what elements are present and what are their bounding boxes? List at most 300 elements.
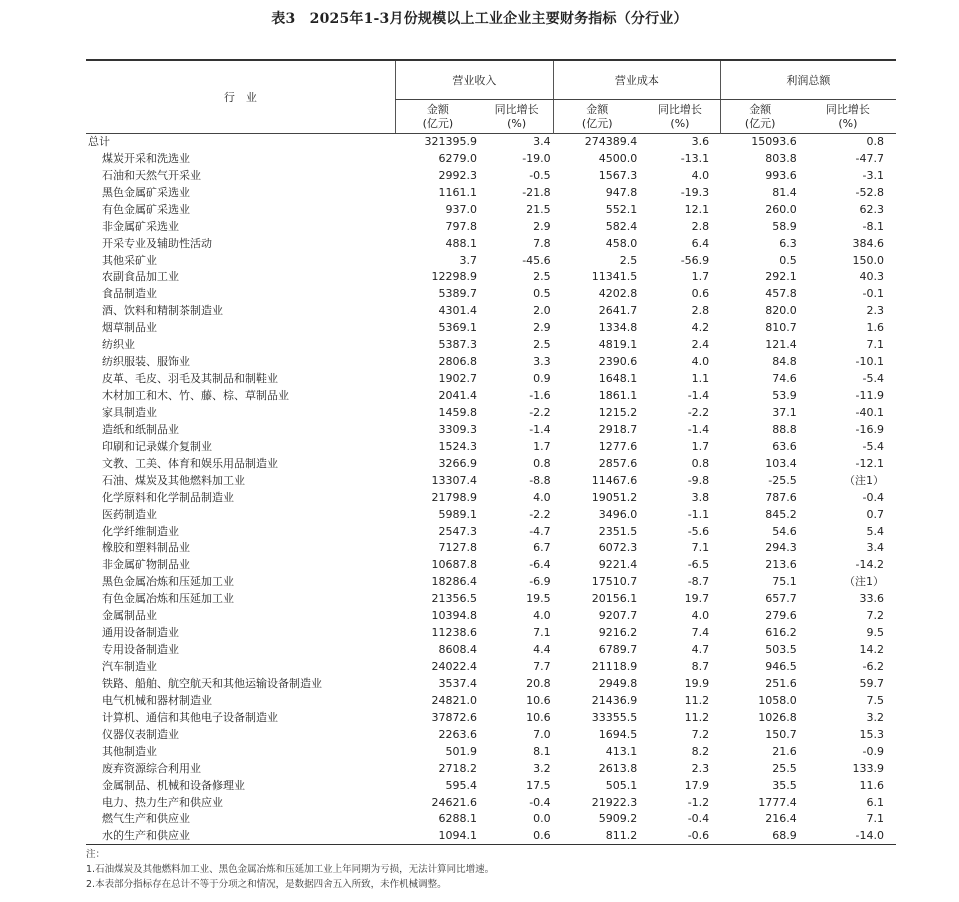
value-cell: 820.0 — [765, 304, 797, 318]
table-row — [86, 591, 896, 608]
value-cell: 33.6 — [859, 592, 884, 606]
value-cell: 7.5 — [866, 693, 884, 707]
growth-unit: (%) — [838, 116, 858, 130]
amount-unit: (亿元) — [744, 116, 776, 130]
value-cell: 12.1 — [684, 202, 710, 216]
value-cell: 0.6 — [691, 287, 710, 301]
value-cell: -4.7 — [529, 524, 551, 538]
industry-name-cell: 仪器仪表制造业 — [102, 727, 179, 741]
value-cell: -3.1 — [862, 168, 884, 182]
value-cell: 37.1 — [772, 405, 797, 419]
value-cell: 121.4 — [765, 338, 797, 352]
table-row — [86, 455, 896, 472]
value-cell: 213.6 — [765, 558, 797, 572]
value-cell: 2.5 — [533, 270, 551, 284]
industry-name-cell: 计算机、通信和其他电子设备制造业 — [102, 710, 278, 724]
table-row — [86, 405, 896, 422]
table-title: 表3 2025年1-3月份规模以上工业企业主要财务指标（分行业） — [271, 11, 688, 27]
value-cell: 150.7 — [765, 727, 797, 741]
value-cell: 19051.2 — [591, 490, 638, 504]
table-row — [86, 472, 896, 489]
notes — [86, 847, 494, 892]
value-cell: 3.2 — [533, 761, 551, 775]
note-2: 2.本表部分指标存在总计不等于分项之和情况，是数据四舍五入所致，未作机械调整。 — [86, 879, 447, 890]
value-cell: 4.0 — [691, 355, 710, 369]
value-cell: 2857.6 — [598, 456, 638, 470]
industry-name-cell: 文教、工美、体育和娱乐用品制造业 — [102, 456, 278, 470]
industry-name-cell: 废弃资源综合利用业 — [102, 761, 201, 775]
value-cell: 4.0 — [533, 609, 551, 623]
value-cell: 9.5 — [866, 626, 884, 640]
table-row — [86, 777, 896, 794]
value-cell: 3537.4 — [438, 676, 478, 690]
value-cell: 37872.6 — [431, 710, 478, 724]
industry-name-cell: 专用设备制造业 — [102, 643, 179, 657]
value-cell: 4.0 — [533, 490, 551, 504]
value-cell: 103.4 — [765, 456, 797, 470]
value-cell: 5387.3 — [438, 338, 478, 352]
value-cell: 150.0 — [852, 253, 884, 267]
value-cell: 18286.4 — [431, 575, 478, 589]
industry-name-cell: 开采专业及辅助性活动 — [102, 236, 212, 250]
value-cell: 274389.4 — [584, 135, 638, 149]
value-cell: 7.1 — [533, 626, 551, 640]
value-cell: -8.7 — [687, 575, 710, 589]
value-cell: 133.9 — [852, 761, 884, 775]
industry-name-cell: 煤炭开采和洗选业 — [102, 151, 190, 165]
industry-name-cell: 铁路、船舶、航空航天和其他运输设备制造业 — [102, 676, 322, 690]
value-cell: -6.4 — [529, 558, 551, 572]
value-cell: 2.9 — [533, 219, 551, 233]
value-cell: -2.2 — [687, 405, 710, 419]
table-row — [86, 150, 896, 167]
value-cell: 3309.3 — [438, 422, 478, 436]
value-cell: 24022.4 — [431, 660, 478, 674]
value-cell: 10394.8 — [431, 609, 478, 623]
value-cell: 21.5 — [526, 202, 551, 216]
value-cell: 2.8 — [691, 304, 710, 318]
value-cell: 2.4 — [691, 338, 710, 352]
value-cell: 3496.0 — [598, 507, 638, 521]
value-cell: 2918.7 — [598, 422, 638, 436]
industry-name-cell: 化学原料和化学制品制造业 — [102, 490, 234, 504]
value-cell: 4.0 — [691, 609, 710, 623]
value-cell: 488.1 — [445, 236, 478, 250]
industry-name-cell: 纺织服装、服饰业 — [102, 355, 190, 369]
value-cell: 657.7 — [765, 592, 797, 606]
value-cell: -1.6 — [529, 389, 551, 403]
revenue-growth-header — [480, 100, 554, 134]
table-row — [86, 201, 896, 218]
value-cell: 947.8 — [605, 185, 638, 199]
value-cell: 11467.6 — [591, 473, 638, 487]
value-cell: 4.2 — [691, 321, 710, 335]
value-cell: 6789.7 — [598, 643, 638, 657]
value-cell: 7.7 — [533, 660, 551, 674]
value-cell: -0.5 — [529, 168, 551, 182]
revenue-header: 营业收入 — [395, 60, 553, 100]
value-cell: 4.0 — [691, 168, 710, 182]
value-cell: -1.4 — [529, 422, 551, 436]
value-cell: 787.6 — [765, 490, 797, 504]
value-cell: 7.1 — [691, 541, 710, 555]
value-cell: 2718.2 — [438, 761, 478, 775]
value-cell: 993.6 — [765, 168, 797, 182]
table-row — [86, 523, 896, 540]
table-row — [86, 608, 896, 625]
amount-label: 金额 — [749, 102, 772, 116]
industry-header: 行 业 — [86, 60, 395, 134]
industry-name-cell: 黑色金属冶炼和压延加工业 — [102, 575, 234, 589]
value-cell: 0.5 — [779, 253, 797, 267]
value-cell: 4.4 — [533, 643, 551, 657]
value-cell: 292.1 — [765, 270, 797, 284]
table-row — [86, 676, 896, 693]
value-cell: 946.5 — [765, 660, 797, 674]
value-cell: 14.2 — [859, 643, 884, 657]
value-cell: 7.2 — [691, 727, 710, 741]
value-cell: 5389.7 — [438, 287, 478, 301]
table-row — [86, 557, 896, 574]
value-cell: 2547.3 — [438, 524, 478, 538]
value-cell: 7.0 — [533, 727, 551, 741]
value-cell: 1459.8 — [438, 405, 478, 419]
amount-label: 金额 — [426, 102, 449, 116]
value-cell: 58.9 — [772, 219, 797, 233]
profit-amount-header — [720, 100, 800, 134]
value-cell: -25.5 — [768, 473, 797, 487]
value-cell: 3.4 — [866, 541, 884, 555]
value-cell: 21798.9 — [431, 490, 478, 504]
value-cell: 2992.3 — [438, 168, 478, 182]
value-cell: 8608.4 — [438, 643, 478, 657]
value-cell: 17.9 — [684, 778, 710, 792]
value-cell: 1.7 — [691, 270, 710, 284]
value-cell: 3.8 — [691, 490, 710, 504]
growth-unit: (%) — [507, 116, 527, 130]
value-cell: -2.2 — [529, 405, 551, 419]
value-cell: -0.4 — [529, 795, 551, 809]
industry-name-cell: 通用设备制造业 — [102, 626, 179, 640]
value-cell: -21.8 — [522, 185, 551, 199]
industry-name-cell: 化学纤维制造业 — [102, 524, 179, 538]
value-cell: 13307.4 — [431, 473, 478, 487]
value-cell: 8.2 — [691, 744, 710, 758]
value-cell: -2.2 — [529, 507, 551, 521]
value-cell: 8.1 — [533, 744, 551, 758]
value-cell: 2.5 — [533, 338, 551, 352]
table-row — [86, 286, 896, 303]
value-cell: 595.4 — [445, 778, 478, 792]
value-cell: 6.4 — [691, 236, 710, 250]
value-cell: -1.1 — [687, 507, 710, 521]
table-row — [86, 438, 896, 455]
financial-indicators-table — [86, 59, 896, 845]
value-cell: 7.8 — [533, 236, 551, 250]
table-row — [86, 371, 896, 388]
value-cell: 6288.1 — [438, 812, 478, 826]
value-cell: -40.1 — [855, 405, 884, 419]
value-cell: 2.8 — [691, 219, 710, 233]
value-cell: 6.1 — [866, 795, 884, 809]
value-cell: -14.2 — [855, 558, 884, 572]
value-cell: 2263.6 — [438, 727, 478, 741]
value-cell: 1567.3 — [598, 168, 638, 182]
value-cell: 1058.0 — [758, 693, 797, 707]
table-row — [86, 269, 896, 286]
value-cell: 2.5 — [619, 253, 638, 267]
value-cell: 3.6 — [691, 135, 710, 149]
value-cell: 12298.9 — [431, 270, 478, 284]
value-cell: 1524.3 — [438, 439, 478, 453]
value-cell: -10.1 — [855, 355, 884, 369]
value-cell: -0.4 — [687, 812, 710, 826]
value-cell: 279.6 — [765, 609, 797, 623]
value-cell: 5909.2 — [598, 812, 638, 826]
value-cell: 35.5 — [772, 778, 797, 792]
profit-header: 利润总额 — [720, 60, 896, 100]
value-cell: 4819.1 — [598, 338, 638, 352]
value-cell: 1777.4 — [758, 795, 797, 809]
value-cell: 21436.9 — [591, 693, 638, 707]
table-row — [86, 794, 896, 811]
value-cell: 40.3 — [859, 270, 884, 284]
value-cell: 0.8 — [866, 135, 884, 149]
cost-header: 营业成本 — [554, 60, 720, 100]
value-cell: -8.8 — [529, 473, 551, 487]
value-cell: -0.9 — [862, 744, 884, 758]
value-cell: （注1） — [844, 575, 884, 589]
industry-name-cell: 非金属矿采选业 — [102, 219, 179, 233]
value-cell: 2390.6 — [598, 355, 638, 369]
table-row — [86, 354, 896, 371]
industry-name-cell: 电气机械和器材制造业 — [102, 693, 212, 707]
value-cell: （注1） — [844, 473, 884, 487]
value-cell: 0.5 — [533, 287, 551, 301]
table-row — [86, 320, 896, 337]
value-cell: 10.6 — [526, 693, 551, 707]
value-cell: 88.8 — [772, 422, 797, 436]
value-cell: 797.8 — [445, 219, 478, 233]
table-row — [86, 218, 896, 235]
industry-name-cell: 石油和天然气开采业 — [102, 168, 201, 182]
table-row — [86, 388, 896, 405]
industry-name-cell: 汽车制造业 — [102, 660, 157, 674]
value-cell: 20156.1 — [591, 592, 638, 606]
value-cell: 24621.6 — [431, 795, 478, 809]
growth-label: 同比增长 — [825, 102, 870, 116]
value-cell: 1215.2 — [598, 405, 638, 419]
value-cell: 4.7 — [691, 643, 710, 657]
value-cell: 0.0 — [533, 812, 551, 826]
value-cell: -6.2 — [862, 660, 884, 674]
industry-name-cell: 非金属矿物制品业 — [102, 558, 190, 572]
value-cell: 937.0 — [445, 202, 478, 216]
industry-name-cell: 金属制品业 — [102, 609, 157, 623]
value-cell: 501.9 — [445, 744, 478, 758]
industry-name-cell: 其他制造业 — [102, 744, 157, 758]
industry-name-cell: 纺织业 — [102, 338, 135, 352]
table-row — [86, 709, 896, 726]
value-cell: 294.3 — [765, 541, 797, 555]
industry-name-cell: 黑色金属矿采选业 — [102, 185, 190, 199]
industry-name-cell: 食品制造业 — [102, 287, 157, 301]
value-cell: 15.3 — [859, 727, 884, 741]
cost-growth-header — [640, 100, 720, 134]
value-cell: -56.9 — [680, 253, 710, 267]
table-row — [86, 828, 896, 845]
value-cell: 0.8 — [691, 456, 710, 470]
value-cell: 21118.9 — [591, 660, 638, 674]
value-cell: 3.2 — [866, 710, 884, 724]
value-cell: 17510.7 — [591, 575, 638, 589]
table-row — [86, 303, 896, 320]
industry-name-cell: 橡胶和塑料制品业 — [102, 541, 190, 555]
growth-label: 同比增长 — [657, 102, 702, 116]
value-cell: 1648.1 — [598, 372, 638, 386]
value-cell: 3266.9 — [438, 456, 478, 470]
header-row-groups — [86, 60, 896, 100]
growth-unit: (%) — [670, 116, 690, 130]
value-cell: 2041.4 — [438, 389, 478, 403]
value-cell: 9216.2 — [598, 626, 638, 640]
value-cell: 0.9 — [533, 372, 551, 386]
value-cell: 2806.8 — [438, 355, 478, 369]
value-cell: 21.6 — [772, 744, 797, 758]
value-cell: -47.7 — [855, 151, 884, 165]
table-row — [86, 252, 896, 269]
value-cell: 3.3 — [533, 355, 551, 369]
value-cell: 81.4 — [772, 185, 797, 199]
value-cell: 62.3 — [859, 202, 884, 216]
table-row — [86, 642, 896, 659]
value-cell: -5.6 — [687, 524, 710, 538]
value-cell: 2.3 — [866, 304, 884, 318]
industry-name-cell: 有色金属冶炼和压延加工业 — [102, 592, 234, 606]
value-cell: 0.6 — [480, 828, 554, 845]
value-cell: 1.6 — [866, 321, 884, 335]
value-cell: 25.5 — [772, 761, 797, 775]
notes-label: 注： — [86, 849, 106, 860]
table-row — [86, 692, 896, 709]
industry-name-cell: 农副食品加工业 — [102, 270, 179, 284]
value-cell: -14.0 — [800, 828, 896, 845]
value-cell: 11341.5 — [591, 270, 638, 284]
value-cell: 413.1 — [605, 744, 638, 758]
amount-label: 金额 — [586, 102, 609, 116]
value-cell: 4202.8 — [598, 287, 638, 301]
value-cell: 2.9 — [533, 321, 551, 335]
value-cell: -1.4 — [687, 389, 710, 403]
amount-unit: (亿元) — [581, 116, 613, 130]
industry-name-cell: 有色金属矿采选业 — [102, 202, 190, 216]
value-cell: 1.7 — [533, 439, 551, 453]
industry-name-cell: 燃气生产和供应业 — [102, 812, 190, 826]
industry-name-cell: 家具制造业 — [102, 405, 157, 419]
table-row — [86, 726, 896, 743]
value-cell: -52.8 — [855, 185, 884, 199]
value-cell: 21356.5 — [431, 592, 478, 606]
cost-amount-header — [554, 100, 641, 134]
table-row — [86, 811, 896, 828]
value-cell: 1334.8 — [598, 321, 638, 335]
industry-name-cell: 其他采矿业 — [102, 253, 157, 267]
table-row — [86, 421, 896, 438]
value-cell: 2.0 — [533, 304, 551, 318]
value-cell: 11.2 — [684, 693, 710, 707]
value-cell: -19.3 — [680, 185, 710, 199]
value-cell: -12.1 — [855, 456, 884, 470]
value-cell: 68.9 — [720, 828, 800, 845]
value-cell: 811.2 — [554, 828, 641, 845]
table-body — [86, 134, 896, 845]
value-cell: 6072.3 — [598, 541, 638, 555]
value-cell: 2949.8 — [598, 676, 638, 690]
value-cell: 4500.0 — [598, 151, 638, 165]
value-cell: 7.1 — [866, 812, 884, 826]
value-cell: 11.2 — [684, 710, 710, 724]
value-cell: 21922.3 — [591, 795, 638, 809]
value-cell: 0.8 — [533, 456, 551, 470]
value-cell: 1861.1 — [598, 389, 638, 403]
value-cell: 19.9 — [684, 676, 710, 690]
value-cell: -9.8 — [687, 473, 710, 487]
value-cell: 5.4 — [866, 524, 884, 538]
value-cell: 9207.7 — [598, 609, 638, 623]
value-cell: 260.0 — [765, 202, 797, 216]
value-cell: -0.4 — [862, 490, 884, 504]
value-cell: 7.2 — [866, 609, 884, 623]
value-cell: -1.4 — [687, 422, 710, 436]
value-cell: 11.6 — [859, 778, 884, 792]
value-cell: 1694.5 — [598, 727, 638, 741]
industry-name-cell: 酒、饮料和精制茶制造业 — [102, 304, 223, 318]
value-cell: 2613.8 — [598, 761, 638, 775]
value-cell: 53.9 — [772, 389, 797, 403]
value-cell: -19.0 — [522, 151, 551, 165]
industry-name-cell: 金属制品、机械和设备修理业 — [102, 778, 245, 792]
value-cell: 8.7 — [691, 660, 710, 674]
value-cell: 1902.7 — [438, 372, 478, 386]
table-row — [86, 743, 896, 760]
value-cell: 2.3 — [691, 761, 710, 775]
value-cell: 384.6 — [852, 236, 884, 250]
value-cell: 9221.4 — [598, 558, 638, 572]
value-cell: 582.4 — [605, 219, 638, 233]
value-cell: 216.4 — [765, 812, 797, 826]
value-cell: -0.1 — [862, 287, 884, 301]
value-cell: -6.5 — [687, 558, 710, 572]
table-row — [86, 659, 896, 676]
industry-name-cell: 总计 — [88, 135, 110, 149]
value-cell: 0.7 — [866, 507, 884, 521]
revenue-amount-header — [395, 100, 480, 134]
value-cell: 2351.5 — [598, 524, 638, 538]
table-row — [86, 574, 896, 591]
value-cell: -0.6 — [640, 828, 720, 845]
value-cell: -5.4 — [862, 372, 884, 386]
value-cell: 6.3 — [779, 236, 797, 250]
value-cell: 5989.1 — [438, 507, 478, 521]
value-cell: 17.5 — [526, 778, 551, 792]
value-cell: 803.8 — [765, 151, 797, 165]
industry-name-cell: 石油、煤炭及其他燃料加工业 — [102, 473, 245, 487]
growth-label: 同比增长 — [494, 102, 539, 116]
industry-name-cell: 水的生产和供应业 — [86, 828, 395, 845]
value-cell: 810.7 — [765, 321, 797, 335]
value-cell: 20.8 — [526, 676, 551, 690]
value-cell: 503.5 — [765, 643, 797, 657]
